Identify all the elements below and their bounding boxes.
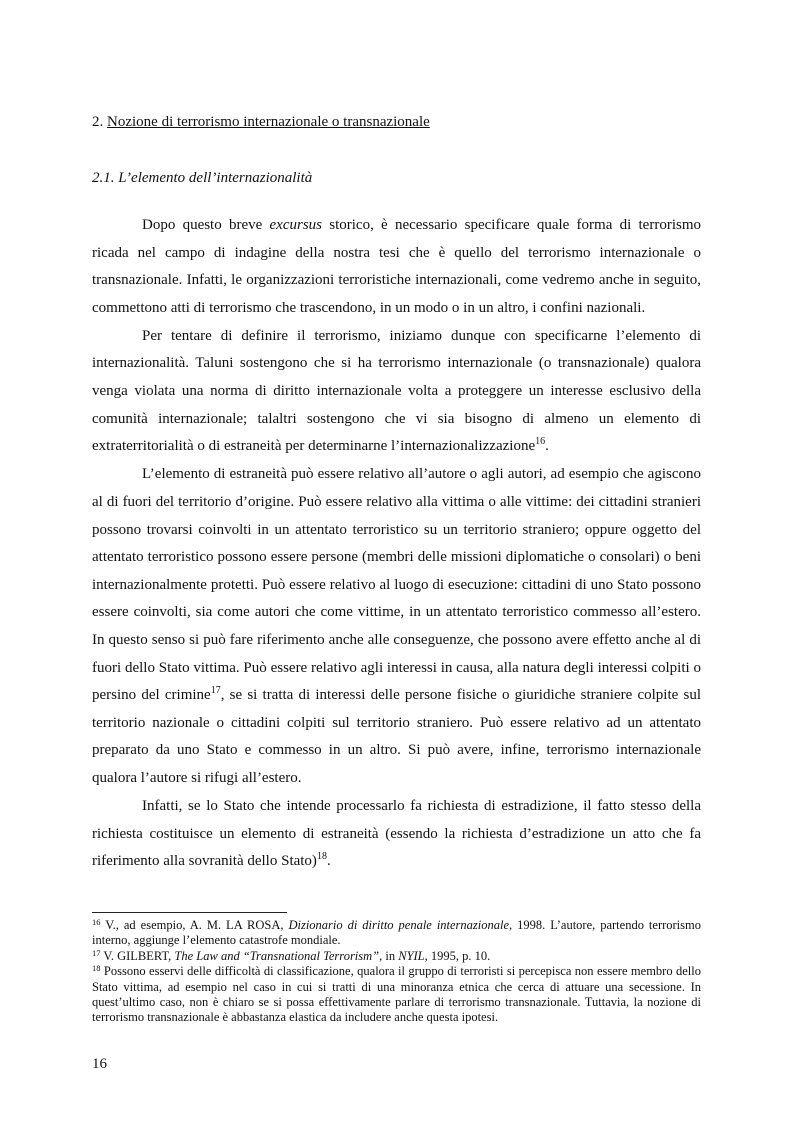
section-heading — [92, 114, 430, 131]
footnote-ref-17[interactable]: 17 — [210, 685, 221, 697]
section-title: Nozione di terrorismo internazionale o transnazionale — [107, 114, 430, 130]
paragraph-4: Infatti, se lo Stato che intende processarlo fa richiesta di estradizione, il fatto stesso della richiesta costituisce un elemento di estraneità (essendo la richiesta d’estradizione un atto che fa riferimento alla sovranità dello Stato)$^{18}$. — [92, 797, 701, 870]
page-number: 16 — [92, 1056, 107, 1072]
section-number: 2. — [92, 114, 104, 130]
footnote-divider — [92, 912, 287, 913]
footnote-ref-18[interactable]: 18 — [316, 851, 327, 863]
italic-term: excursus — [269, 217, 323, 233]
subsection-heading: 2.1. L’elemento dell’internazionalità — [92, 170, 313, 186]
footnote-18: $^{18}$ Possono esservi delle difficoltà di classificazione, qualora il gruppo di terroristi si percepisca non essere membro dello Stato vittima, ad esempio nel caso in cui si tratti di una minoranza etnica che cerca di attuare una secessione. In quest’ultimo caso, non è chiaro se si possa effettivamente parlare di terrorismo transnazionale. Tuttavia, la nozione di terrorismo transnazionale è abbastanza elastica da includere anche questa ipotesi. — [92, 963, 701, 1025]
paragraph-3: L’elemento di estraneità può essere relativo all’autore o agli autori, ad esempio che agiscono al di fuori del territorio d’origine. Può essere relativo alla vittima o alle vittime: dei cittadini stranieri possono trovarsi coinvolti in un attentato terroristico su un territorio straniero; oppure oggetto del attentato terroristico possono essere persone (membri delle missioni diplomatiche o consolari) o beni internazionalmente protetti. Può essere relativo al luogo di esecuzione: cittadini di uno Stato possono essere coinvolti, sia come autori che come vittime, in un attentato terroristico commesso all’estero. In questo senso si può fare riferimento anche alle conseguenze, che possono avere effetto anche al di fuori dello Stato vittima. Può essere relativo agli interessi in causa, alla natura degli interessi colpiti o persino del crimine$^{17}$, se si tratta di interessi delle persone fisiche o giuridiche straniere colpite sul territorio nazionale o cittadini colpiti sul territorio straniero. Può essere relativo ad un attentato preparato da uno Stato e commesso in un altro. Si può avere, infine, terrorismo internazionale qualora l’autore si rifugi all’estero. — [92, 466, 701, 786]
footnote-16: $^{16}$ V., ad esempio, A. M. LA ROSA, Dizionario di diritto penale internazionale, 1998. L’autore, partendo terrorismo interno, aggiunge l’elemento catastrofe mondiale. — [92, 917, 701, 948]
paragraph-2: Per tentare di definire il terrorismo, iniziamo dunque con specificarne l’elemento di internazionalità. Taluni sostengono che si ha terrorismo internazionale (o transnazionale) qualora venga violata una norma di diritto internazionale volta a proteggere un interesse esclusivo della comunità internazionale; talaltri sostengono che vi sia bisogno di almeno un elemento di extraterritorialità o di estraneità per determinarne l’internazionalizzazione$^{16}$. — [92, 327, 701, 455]
body-text — [92, 212, 701, 876]
footnote-ref-16[interactable]: 16 — [535, 436, 546, 448]
paragraph-1: Dopo questo breve excursus storico, è necessario specificare quale forma di terrorismo ricada nel campo di indagine della nostra tesi che è quello del terrorismo internazionale o transnazionale. Infatti, le organizzazioni terroristiche internazionali, come vedremo anche in seguito, commettono atti di terrorismo che trascendono, in un modo o in un altro, i confini nazionali. — [92, 217, 701, 316]
footnotes — [92, 918, 701, 1026]
footnote-17: $^{17}$ V. GILBERT, The Law and “Transnational Terrorism”, in NYIL, 1995, p. 10. — [92, 947, 491, 963]
